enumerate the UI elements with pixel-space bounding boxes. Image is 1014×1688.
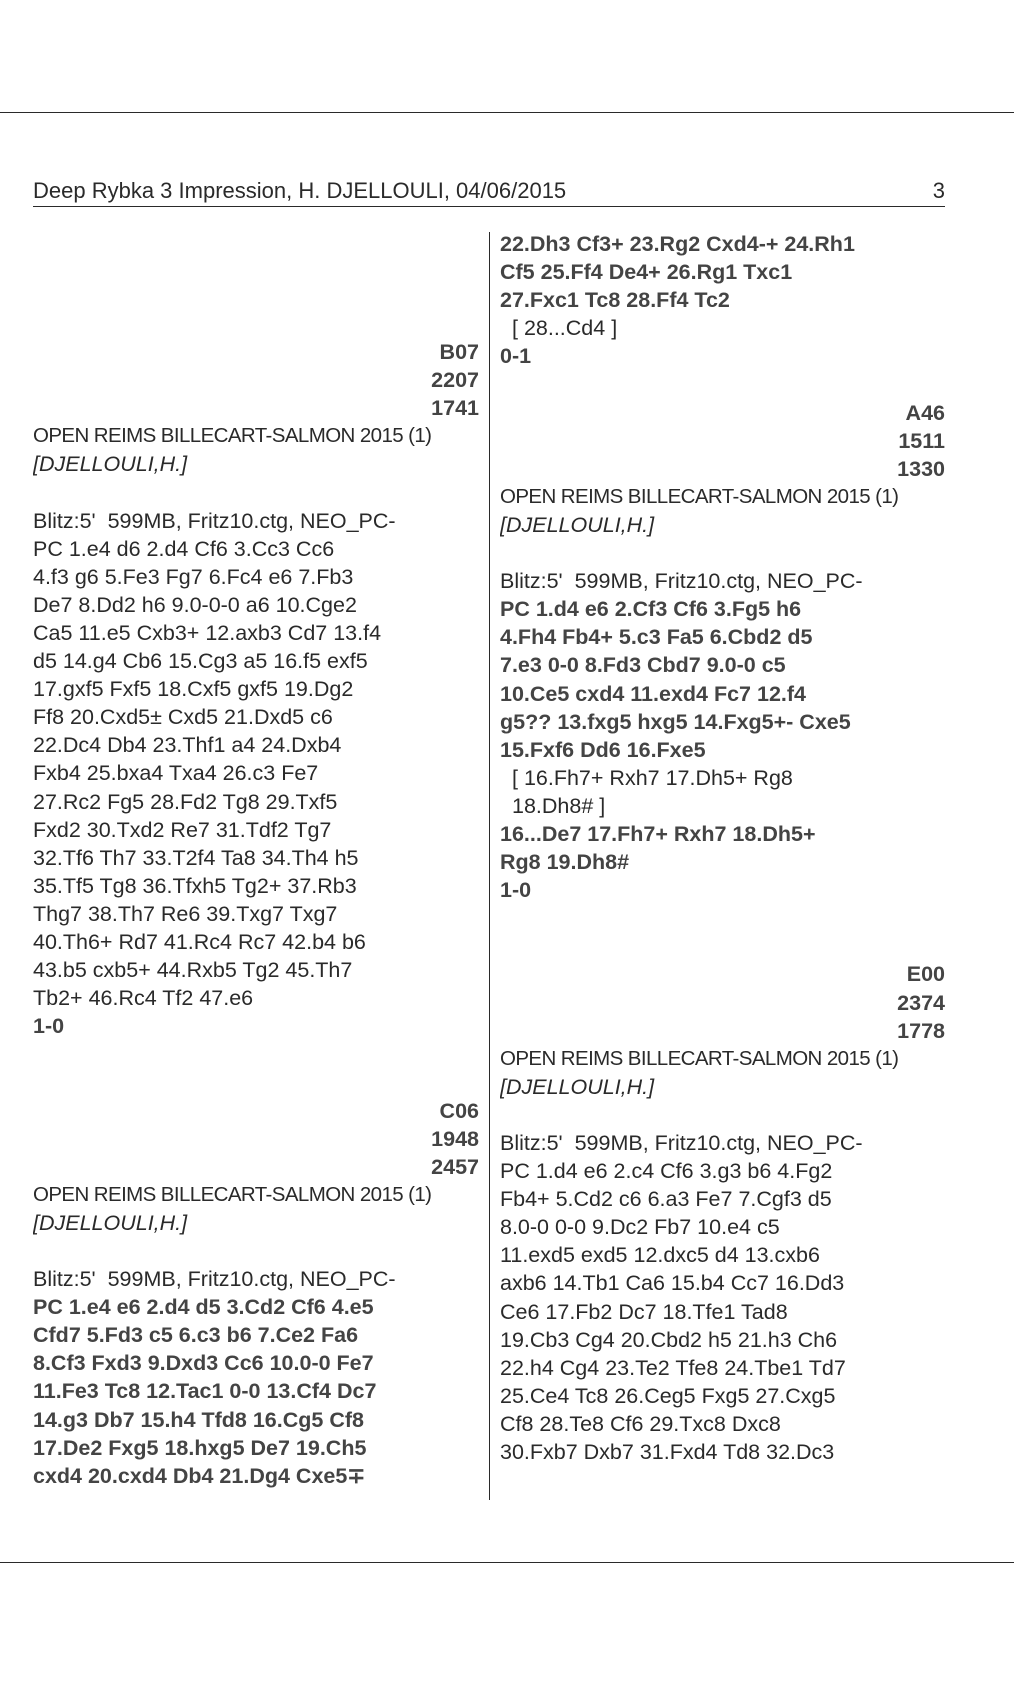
move-line: Blitz:5' 599MB, Fritz10.ctg, NEO_PC- <box>500 569 863 594</box>
white-player <box>33 366 479 394</box>
player-elo: 1330 <box>897 456 945 481</box>
player-elo: 1948 <box>431 1126 479 1151</box>
move-line: 43.b5 cxb5+ 44.Rxb5 Tg2 45.Th7 <box>33 958 353 983</box>
move-line: 17.De2 Fxg5 18.hxg5 De7 19.Ch5 <box>33 1435 367 1460</box>
move-line: Rg8 19.Dh8# <box>500 850 630 875</box>
game-result: 0-1 <box>500 344 532 369</box>
page-header <box>33 176 945 206</box>
move-line: 4.f3 g6 5.Fe3 Fg7 6.Fc4 e6 7.Fb3 <box>33 564 354 589</box>
white-player <box>500 427 945 455</box>
game-result: 1-0 <box>33 1014 65 1039</box>
annotator: [DJELLOULI,H.] <box>33 452 188 477</box>
player-elo: 2457 <box>431 1154 479 1179</box>
move-line: 27.Rc2 Fg5 28.Fd2 Tg8 29.Txf5 <box>33 789 338 814</box>
black-player <box>500 455 945 483</box>
move-line: PC 1.d4 e6 2.Cf3 Cf6 3.Fg5 h6 <box>500 597 802 622</box>
left-column <box>33 338 479 1490</box>
move-line: Cf5 25.Ff4 De4+ 26.Rg1 Txc1 <box>500 260 793 285</box>
move-line: Fb4+ 5.Cd2 c6 6.a3 Fe7 7.Cgf3 d5 <box>500 1187 832 1212</box>
move-line: 10.Ce5 cxd4 11.exd4 Fc7 12.f4 <box>500 681 806 706</box>
move-line: 14.g3 Db7 15.h4 Tfd8 16.Cg5 Cf8 <box>33 1407 364 1432</box>
move-line: axb6 14.Tb1 Ca6 15.b4 Cc7 16.Dd3 <box>500 1271 845 1296</box>
move-line: Cfd7 5.Fd3 c5 6.c3 b6 7.Ce2 Fa6 <box>33 1323 359 1348</box>
move-line: g5?? 13.fxg5 hxg5 14.Fxg5+- Cxe5 <box>500 709 851 734</box>
column-divider <box>489 232 490 1500</box>
game-result: 1-0 <box>500 878 532 903</box>
right-column <box>500 230 945 1466</box>
move-line: Blitz:5' 599MB, Fritz10.ctg, NEO_PC- <box>33 508 396 533</box>
eco-code: E00 <box>906 962 945 987</box>
move-line: 22.Dc4 Db4 23.Thf1 a4 24.Dxb4 <box>33 733 342 758</box>
event-name: OPEN REIMS BILLECART-SALMON 2015 (1) <box>500 1046 899 1070</box>
move-line: 19.Cb3 Cg4 20.Cbd2 h5 21.h3 Ch6 <box>500 1327 838 1352</box>
event-name: OPEN REIMS BILLECART-SALMON 2015 (1) <box>33 424 432 448</box>
variation-line: [ 16.Fh7+ Rxh7 17.Dh5+ Rg8 <box>512 765 793 790</box>
move-line: 32.Tf6 Th7 33.T2f4 Ta8 34.Th4 h5 <box>33 845 359 870</box>
move-line: Ff8 20.Cxd5± Cxd5 21.Dxd5 c6 <box>33 705 333 730</box>
move-line: cxd4 20.cxd4 Db4 21.Dg4 Cxe5∓ <box>33 1463 366 1488</box>
move-line: PC 1.d4 e6 2.c4 Cf6 3.g3 b6 4.Fg2 <box>500 1159 833 1184</box>
move-line: 22.Dh3 Cf3+ 23.Rg2 Cxd4-+ 24.Rh1 <box>500 232 855 256</box>
player-elo: 1778 <box>897 1018 945 1043</box>
player-elo: 1511 <box>898 428 945 453</box>
annotator: [DJELLOULI,H.] <box>33 1210 188 1235</box>
move-line: Blitz:5' 599MB, Fritz10.ctg, NEO_PC- <box>33 1267 396 1292</box>
move-line: 27.Fxc1 Tc8 28.Ff4 Tc2 <box>500 288 730 313</box>
player-elo: 1741 <box>431 396 479 421</box>
move-line: 7.e3 0-0 8.Fd3 Cbd7 9.0-0 c5 <box>500 653 786 678</box>
eco-code: C06 <box>439 1098 479 1123</box>
move-line: Ca5 11.e5 Cxb3+ 12.axb3 Cd7 13.f4 <box>33 620 382 645</box>
page-top-rule <box>0 112 1014 113</box>
black-player <box>500 1017 945 1045</box>
variation-line: 18.Dh8# ] <box>512 793 606 818</box>
move-line: 4.Fh4 Fb4+ 5.c3 Fa5 6.Cbd2 d5 <box>500 625 813 650</box>
move-line: 8.0-0 0-0 9.Dc2 Fb7 10.e4 c5 <box>500 1215 780 1240</box>
move-line: 16...De7 17.Fh7+ Rxh7 18.Dh5+ <box>500 821 816 846</box>
move-line: PC 1.e4 e6 2.d4 d5 3.Cd2 Cf6 4.e5 <box>33 1295 374 1320</box>
move-line: 15.Fxf6 Dd6 16.Fxe5 <box>500 737 706 762</box>
move-line: 17.gxf5 Fxf5 18.Cxf5 gxf5 19.Dg2 <box>33 677 354 702</box>
black-player <box>33 394 479 422</box>
move-line: 22.h4 Cg4 23.Te2 Tfe8 24.Tbe1 Td7 <box>500 1355 846 1380</box>
move-line: 30.Fxb7 Dxb7 31.Fxd4 Td8 32.Dc3 <box>500 1440 835 1465</box>
white-player <box>500 989 945 1017</box>
move-line: PC 1.e4 d6 2.d4 Cf6 3.Cc3 Cc6 <box>33 536 335 561</box>
move-line: De7 8.Dd2 h6 9.0-0-0 a6 10.Cge2 <box>33 592 357 617</box>
move-line: 40.Th6+ Rd7 41.Rc4 Rc7 42.b4 b6 <box>33 929 366 954</box>
move-line: Thg7 38.Th7 Re6 39.Txg7 Txg7 <box>33 901 338 926</box>
white-player <box>33 1125 479 1153</box>
move-line: Fxb4 25.bxa4 Txa4 26.c3 Fe7 <box>33 761 319 786</box>
document-title: Deep Rybka 3 Impression, H. DJELLOULI, 04/06/2015 <box>33 178 567 203</box>
page-number: 3 <box>932 178 945 203</box>
move-line: Tb2+ 46.Rc4 Tf2 47.e6 <box>33 986 254 1011</box>
eco-code: B07 <box>439 340 479 364</box>
variation-line: [ 28...Cd4 ] <box>512 316 618 341</box>
move-line: Fxd2 30.Txd2 Re7 31.Tdf2 Tg7 <box>33 817 332 842</box>
header-rule <box>33 206 945 207</box>
black-player <box>33 1153 479 1181</box>
move-line: 11.Fe3 Tc8 12.Tac1 0-0 13.Cf4 Dc7 <box>33 1379 377 1404</box>
move-line: 11.exd5 exd5 12.dxc5 d4 13.cxb6 <box>500 1243 820 1268</box>
move-line: d5 14.g4 Cb6 15.Cg3 a5 16.f5 exf5 <box>33 649 368 674</box>
player-elo: 2207 <box>431 368 479 393</box>
event-name: OPEN REIMS BILLECART-SALMON 2015 (1) <box>500 484 899 508</box>
eco-code: A46 <box>905 400 945 425</box>
move-line: Ce6 17.Fb2 Dc7 18.Tfe1 Tad8 <box>500 1299 788 1324</box>
page-bottom-rule <box>0 1562 1014 1563</box>
move-line: Cf8 28.Te8 Cf6 29.Txc8 Dxc8 <box>500 1411 781 1436</box>
annotator: [DJELLOULI,H.] <box>500 1074 655 1099</box>
player-elo: 2374 <box>897 990 945 1015</box>
annotator: [DJELLOULI,H.] <box>500 512 655 537</box>
move-line: 25.Ce4 Tc8 26.Ceg5 Fxg5 27.Cxg5 <box>500 1383 836 1408</box>
event-name: OPEN REIMS BILLECART-SALMON 2015 (1) <box>33 1182 432 1206</box>
move-line: 35.Tf5 Tg8 36.Tfxh5 Tg2+ 37.Rb3 <box>33 873 357 898</box>
move-line: Blitz:5' 599MB, Fritz10.ctg, NEO_PC- <box>500 1131 863 1155</box>
move-line: 8.Cf3 Fxd3 9.Dxd3 Cc6 10.0-0 Fe7 <box>33 1351 374 1376</box>
